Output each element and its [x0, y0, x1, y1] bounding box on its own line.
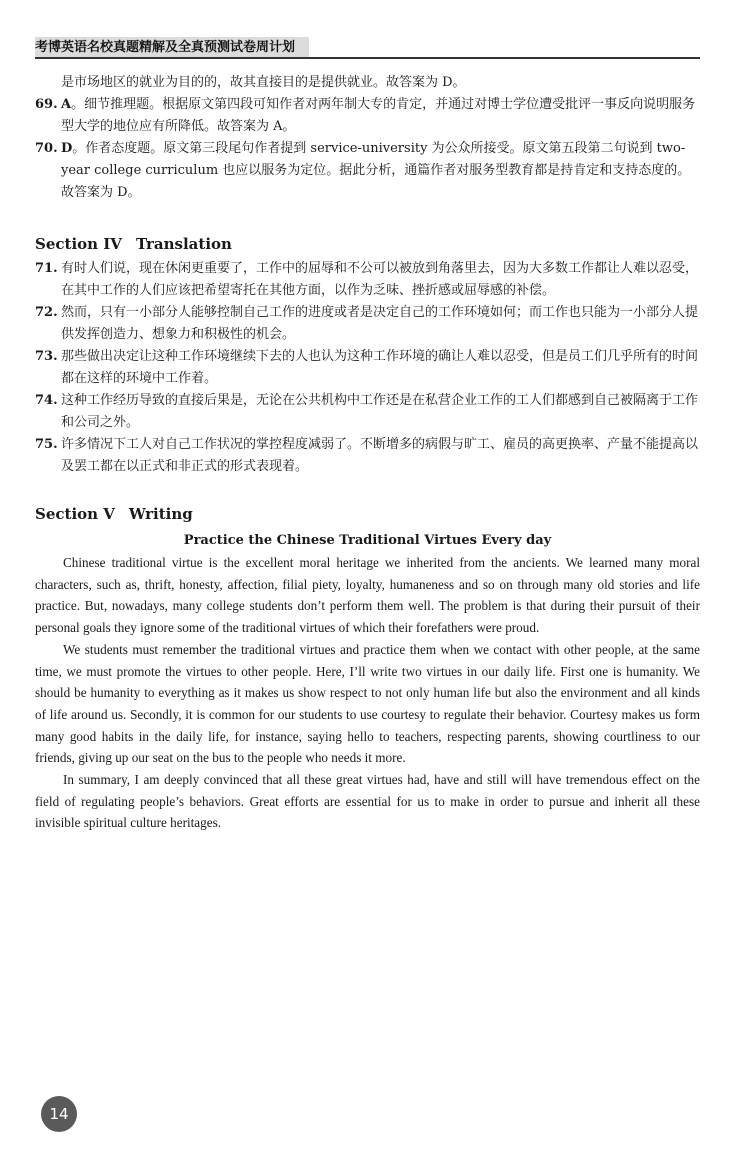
translation-number: 75.	[35, 437, 58, 452]
running-header	[35, 36, 700, 59]
answer-explanation: 。细节推理题。根据原文第四段可知作者对两年制大专的肯定，并通过对博士学位遭受批评一事反向说明服务型大学的地位应有所降低。故答案为 A。	[61, 97, 696, 134]
page-number-badge: 14	[41, 1096, 77, 1132]
header-rule	[35, 57, 700, 59]
translation-text: 这种工作经历导致的直接后果是，无论在公共机构中工作还是在私营企业工作的工人们都感到自己被隔离于工作和公司之外。	[61, 393, 699, 430]
book-title: 考博英语名校真题精解及全真预测试卷周计划	[35, 37, 309, 59]
translation-item	[35, 346, 700, 390]
translation-number: 72.	[35, 305, 58, 320]
translation-text: 有时人们说，现在休闲更重要了，工作中的屈辱和不公可以被放到角落里去，因为大多数工作都让人难以忍受，在其中工作的人们应该把希望寄托在其他方面，以作为乏味、挫折感或屈辱感的补偿。	[61, 261, 699, 298]
essay-title: Practice the Chinese Traditional Virtues Every day	[183, 533, 552, 548]
page-content	[35, 72, 700, 834]
translation-item	[35, 302, 700, 346]
section-number: Section V	[35, 505, 115, 523]
translation-text: 许多情况下工人对自己工作状况的掌控程度减弱了。不断增多的病假与旷工、雇员的高更换率、产量不能提高以及罢工都在以正式和非正式的形式表现着。	[61, 437, 699, 474]
translation-text: 然而，只有一小部分人能够控制自己工作的进度或者是决定自己的工作环境如何；而工作也只能为一小部分人提供发挥创造力、想象力和积极性的机会。	[61, 305, 699, 342]
translation-item	[35, 258, 700, 302]
answer-continuation: 是市场地区的就业为目的的，故其直接目的是提供就业。故答案为 D。	[61, 75, 466, 90]
essay-paragraph: In summary, I am deeply convinced that all these great virtues had, have and still will have tremendous effect on the field of regulating people’s behaviors. Great efforts are essential for us to make in order to pursue and inherit all these invisible spiritual culture heritages.	[35, 772, 700, 831]
section-heading-writing	[35, 500, 700, 528]
answer-item	[35, 138, 700, 204]
translation-number: 73.	[35, 349, 58, 364]
answer-number: 69.	[35, 97, 58, 112]
answer-letter: A	[61, 97, 72, 112]
answer-text	[61, 94, 700, 138]
section-title: Writing	[128, 505, 193, 523]
answer-text	[61, 138, 700, 204]
answer-explanation: 。作者态度题。原文第三段尾句作者提到 service-university 为公众所接受。原文第五段第二句说到 two-year college curriculum 也应以服务为定位。据此分析，通篇作者对服务型教育都是持肯定和支持态度的。故答案为 D。	[61, 141, 691, 200]
translation-item	[35, 390, 700, 434]
essay-paragraph: Chinese traditional virtue is the excellent moral heritage we inherited from the ancients. We learned many moral characters, such as, thrift, honesty, affection, filial piety, loyalty, humaneness and so on through many old stories and life practice. But, nowadays, many college students don’t perform them well. The problem is that during their pursuit of their personal goals they ignore some of the traditional virtues of which their forefathers were proud.	[35, 555, 700, 636]
section-number: Section IV	[35, 235, 122, 253]
translation-text: 那些做出决定让这种工作环境继续下去的人也认为这种工作环境的确让人难以忍受，但是员工们几乎所有的时间都在这样的环境中工作着。	[61, 349, 699, 386]
translation-item	[35, 434, 700, 478]
answer-number: 70.	[35, 141, 58, 156]
section-heading-translation	[35, 230, 700, 258]
answer-letter: D	[61, 141, 73, 156]
translation-number: 74.	[35, 393, 58, 408]
essay-paragraph: We students must remember the traditional virtues and practice them when we contact with other people, at the same time, we must promote the virtues to other people. Here, I’ll write two virtues in our daily life. First one is humanity. We should be humanity to everything as it makes us show respect to not only human life but also the environment and all kinds of life around us. Secondly, it is common for our students to use courtesy to regulate their behavior. Courtesy makes us form many good habits in the daily life, for instance, saying hello to teachers, respecting parents, showing courtliness to our friends, giving up our seat on the bus to the people who needs it more.	[35, 641, 700, 766]
translation-number: 71.	[35, 261, 58, 276]
answer-item	[35, 94, 700, 138]
section-title: Translation	[135, 235, 232, 253]
